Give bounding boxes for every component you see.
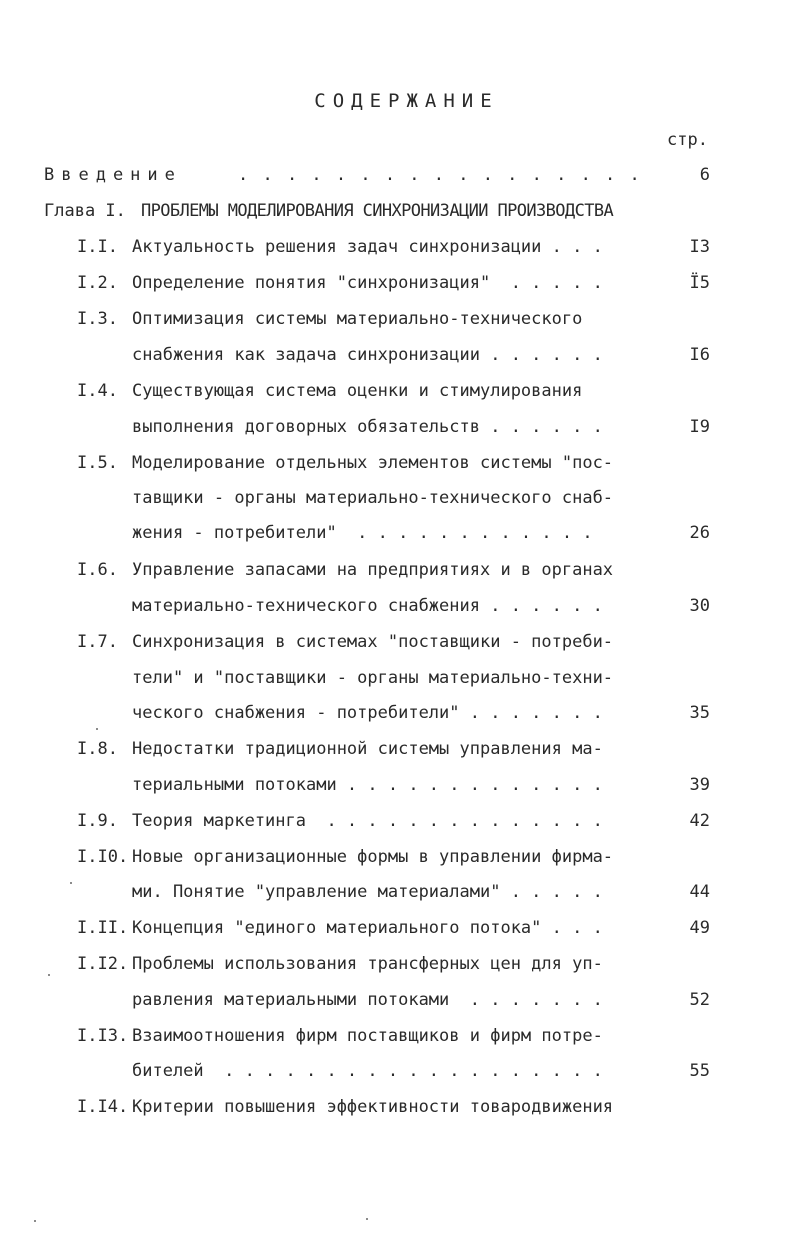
section-title-line: Концепция "единого материального потока" . . . [132, 918, 603, 938]
section-number: I.I3. [77, 1026, 129, 1046]
section-title-line: Синхронизация в системах "поставщики - потреби- [132, 632, 614, 652]
scan-speck [34, 1220, 36, 1222]
intro-dots: . . . . . . . . . . . . . . . . . [238, 165, 642, 185]
section-page: 30 [689, 596, 710, 616]
scan-speck [366, 1218, 368, 1220]
section-title-line: материально-технического снабжения . . . . . . [132, 596, 603, 616]
section-number: I.II. [77, 918, 129, 938]
section-title-line: Новые организационные формы в управлении фирма- [132, 847, 614, 867]
section-number: I.2. [77, 273, 118, 293]
chapter-label: Глава I. [44, 201, 126, 221]
section-title-line: Моделирование отдельных элементов системы "пос- [132, 453, 614, 473]
scan-speck [96, 728, 98, 730]
section-number: I.5. [77, 453, 118, 473]
scan-speck [70, 882, 72, 884]
section-title-line: тели" и "поставщики - органы материально-техни- [132, 668, 614, 688]
section-page: 55 [689, 1061, 710, 1081]
section-number: I.I. [77, 237, 118, 257]
section-title-line: Теория маркетинга . . . . . . . . . . . . . . [132, 811, 603, 831]
section-page: 35 [689, 703, 710, 723]
section-title-line: Критерии повышения эффективности товародвижения [132, 1097, 614, 1117]
section-title-line: равления материальными потоками . . . . . . . [132, 990, 603, 1010]
section-page: 42 [689, 811, 710, 831]
section-title-line: жения - потребители" . . . . . . . . . . . . [132, 523, 593, 543]
page-column-label: стр. [667, 130, 708, 150]
scan-speck [48, 974, 50, 976]
section-number: I.I0. [77, 847, 129, 867]
section-page: 26 [689, 523, 710, 543]
section-title-line: бителей . . . . . . . . . . . . . . . . . . . [132, 1061, 603, 1081]
section-page: 44 [689, 882, 710, 902]
section-number: I.4. [77, 381, 118, 401]
section-title-line: Оптимизация системы материально-технического [132, 309, 583, 329]
section-title-line: Взаимоотношения фирм поставщиков и фирм потре- [132, 1026, 603, 1046]
section-number: I.9. [77, 811, 118, 831]
section-number: I.I4. [77, 1097, 129, 1117]
section-title-line: Управление запасами на предприятиях и в органах [132, 560, 614, 580]
section-number: I.3. [77, 309, 118, 329]
section-title-line: ческого снабжения - потребители" . . . . . . . [132, 703, 603, 723]
section-title-line: териальными потоками . . . . . . . . . . . . . [132, 775, 603, 795]
section-number: I.I2. [77, 954, 129, 974]
section-title-line: ми. Понятие "управление материалами" . . . . . [132, 882, 603, 902]
section-title-line: Проблемы использования трансферных цен для уп- [132, 954, 603, 974]
section-page: 39 [689, 775, 710, 795]
section-page: 52 [689, 990, 710, 1010]
page-title: СОДЕРЖАНИЕ [314, 90, 499, 112]
section-title-line: Недостатки традиционной системы управления ма- [132, 739, 603, 759]
section-page: I9 [689, 417, 710, 437]
section-number: I.7. [77, 632, 118, 652]
section-page: Ї5 [689, 273, 710, 293]
section-page: I6 [689, 345, 710, 365]
section-title-line: Актуальность решения задач синхронизации . . . [132, 237, 603, 257]
section-number: I.8. [77, 739, 118, 759]
section-title-line: Существующая система оценки и стимулирования [132, 381, 583, 401]
intro-label: Введение [44, 165, 182, 185]
section-title-line: Определение понятия "синхронизация" . . . . . [132, 273, 603, 293]
section-title-line: тавщики - органы материально-технического снаб- [132, 488, 614, 508]
intro-page: 6 [699, 165, 710, 185]
section-title-line: снабжения как задача синхронизации . . . . . . [132, 345, 603, 365]
section-title-line: выполнения договорных обязательств . . . . . . [132, 417, 603, 437]
section-number: I.6. [77, 560, 118, 580]
chapter-title: ПРОБЛЕМЫ МОДЕЛИРОВАНИЯ СИНХРОНИЗАЦИИ ПРОИЗВОДСТВА [141, 201, 614, 221]
section-page: I3 [689, 237, 710, 257]
section-page: 49 [689, 918, 710, 938]
